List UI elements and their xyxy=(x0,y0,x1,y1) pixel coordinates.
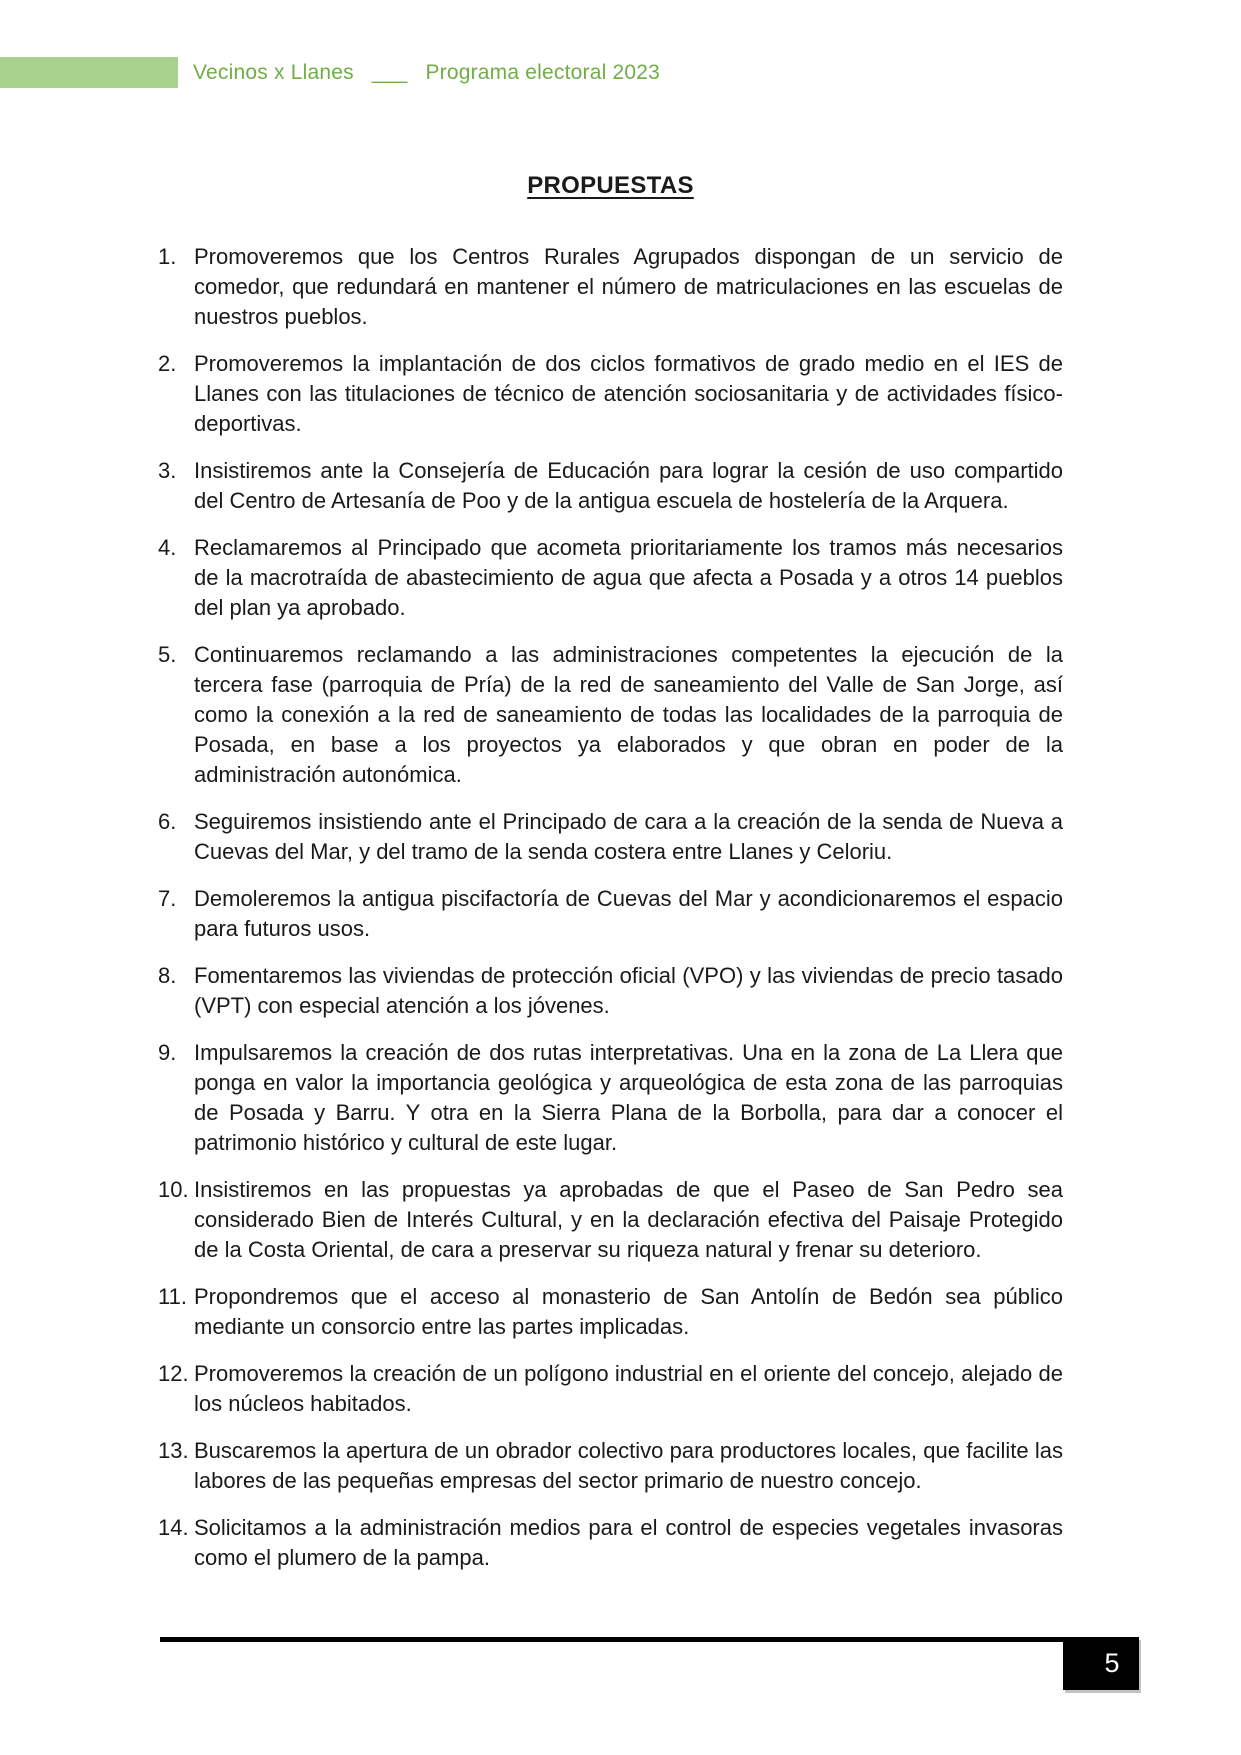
proposal-text: Reclamaremos al Principado que acometa prioritariamente los tramos más necesarios de la macrotraída de abastecimiento de agua que afecta a Posada y a otros 14 pueblos del plan ya aprobado. xyxy=(194,535,1063,620)
proposal-number: 12. xyxy=(158,1361,189,1386)
list-item xyxy=(158,1436,1063,1496)
proposal-number: 5. xyxy=(158,642,177,667)
proposal-number: 9. xyxy=(158,1040,177,1065)
page-title: PROPUESTAS xyxy=(527,172,694,199)
header-doc-name: Programa electoral 2023 xyxy=(425,60,661,84)
list-item xyxy=(158,242,1063,332)
header-text xyxy=(193,57,660,88)
proposal-number: 13. xyxy=(158,1438,189,1463)
proposal-text: Fomentaremos las viviendas de protección oficial (VPO) y las viviendas de precio tasado (VPT) con especial atención a los jóvenes. xyxy=(194,963,1063,1018)
list-item xyxy=(158,640,1063,790)
proposal-number: 7. xyxy=(158,886,177,911)
proposal-text: Buscaremos la apertura de un obrador colectivo para productores locales, que facilite las labores de las pequeñas empresas del sector primario de nuestro concejo. xyxy=(194,1438,1063,1493)
list-item xyxy=(158,456,1063,516)
header-accent-bar xyxy=(0,57,178,88)
proposal-text: Promoveremos la creación de un polígono industrial en el oriente del concejo, alejado de los núcleos habitados. xyxy=(194,1361,1063,1416)
list-item xyxy=(158,1038,1063,1158)
list-item xyxy=(158,884,1063,944)
proposal-number: 2. xyxy=(158,351,177,376)
proposal-number: 3. xyxy=(158,458,177,483)
page-content xyxy=(158,172,1063,1590)
list-item xyxy=(158,1175,1063,1265)
list-item xyxy=(158,1513,1063,1573)
proposal-text: Propondremos que el acceso al monasterio de San Antolín de Bedón sea público mediante un consorcio entre las partes implicadas. xyxy=(194,1284,1063,1339)
footer-rule xyxy=(160,1637,1063,1642)
list-item xyxy=(158,1282,1063,1342)
proposal-number: 11. xyxy=(158,1284,187,1309)
proposal-number: 1. xyxy=(158,244,177,269)
proposal-text: Continuaremos reclamando a las administraciones competentes la ejecución de la tercera fase (parroquia de Pría) de la red de saneamiento del Valle de San Jorge, así como la conexión a la red de saneamiento de todas las localidades de la parroquia de Posada, en base a los proyectos ya elaborados y que obran en poder de la administración autonómica. xyxy=(194,642,1063,787)
proposal-number: 6. xyxy=(158,809,177,834)
header-separator: ___ xyxy=(371,60,408,84)
page-header xyxy=(0,57,1241,88)
proposal-text: Seguiremos insistiendo ante el Principado de cara a la creación de la senda de Nueva a Cuevas del Mar, y del tramo de la senda costera entre Llanes y Celoriu. xyxy=(194,809,1063,864)
list-item xyxy=(158,533,1063,623)
proposal-text: Promoveremos la implantación de dos ciclos formativos de grado medio en el IES de Llanes con las titulaciones de técnico de atención sociosanitaria y de actividades físico-deportivas. xyxy=(194,351,1063,436)
list-item xyxy=(158,807,1063,867)
proposal-number: 14. xyxy=(158,1515,189,1540)
header-brand: Vecinos x Llanes xyxy=(193,60,354,84)
proposal-number: 8. xyxy=(158,963,177,988)
proposal-number: 10. xyxy=(158,1177,189,1202)
proposal-text: Promoveremos que los Centros Rurales Agrupados dispongan de un servicio de comedor, que redundará en mantener el número de matriculaciones en las escuelas de nuestros pueblos. xyxy=(194,244,1063,329)
list-item xyxy=(158,961,1063,1021)
proposal-number: 4. xyxy=(158,535,177,560)
proposal-text: Insistiremos ante la Consejería de Educación para lograr la cesión de uso compartido del Centro de Artesanía de Poo y de la antigua escuela de hostelería de la Arquera. xyxy=(194,458,1063,513)
page-number-badge xyxy=(1063,1637,1139,1690)
proposal-text: Demoleremos la antigua piscifactoría de Cuevas del Mar y acondicionaremos el espacio para futuros usos. xyxy=(194,886,1063,941)
proposal-text: Insistiremos en las propuestas ya aprobadas de que el Paseo de San Pedro sea considerado Bien de Interés Cultural, y en la declaración efectiva del Paisaje Protegido de la Costa Oriental, de cara a preservar su riqueza natural y frenar su deterioro. xyxy=(194,1177,1063,1262)
proposal-text: Solicitamos a la administración medios para el control de especies vegetales invasoras como el plumero de la pampa. xyxy=(194,1515,1063,1570)
page-number: 5 xyxy=(1104,1648,1120,1678)
list-item xyxy=(158,1359,1063,1419)
list-item xyxy=(158,349,1063,439)
proposals-list xyxy=(158,242,1063,1573)
proposal-text: Impulsaremos la creación de dos rutas interpretativas. Una en la zona de La Llera que ponga en valor la importancia geológica y arqueológica de esta zona de las parroquias de Posada y Barru. Y otra en la Sierra Plana de la Borbolla, para dar a conocer el patrimonio histórico y cultural de este lugar. xyxy=(194,1040,1063,1155)
